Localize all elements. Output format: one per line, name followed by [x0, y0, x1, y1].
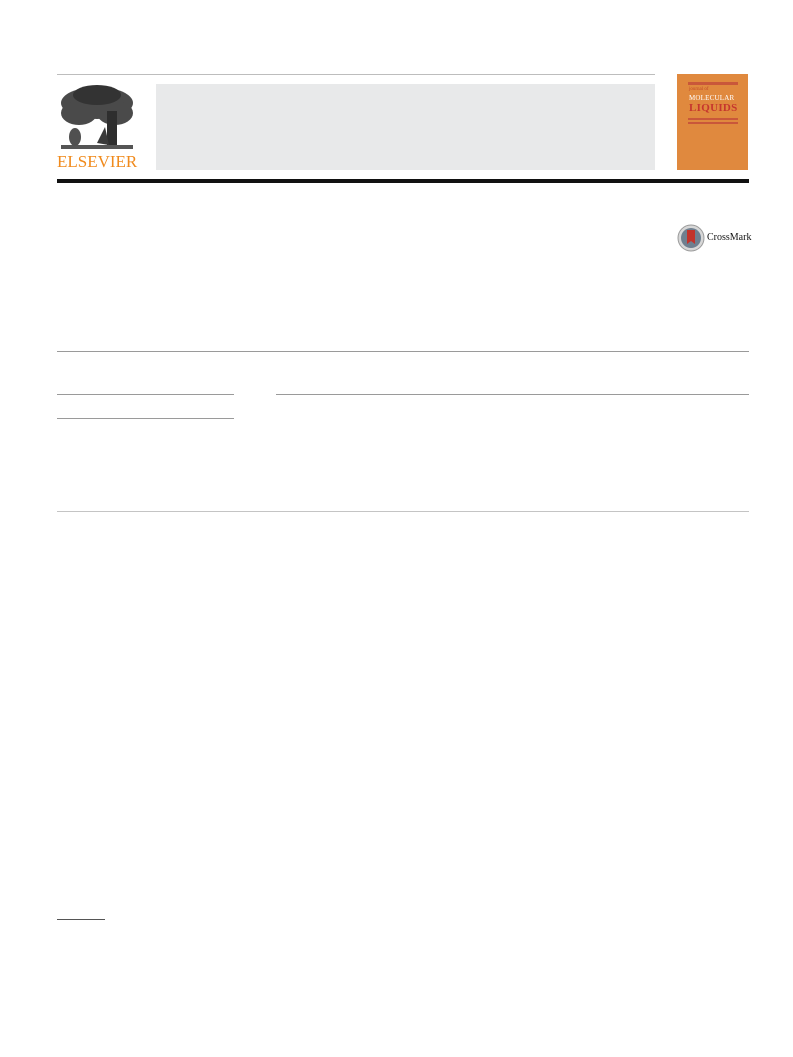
- crossmark-label: CrossMark: [707, 232, 752, 243]
- journal-cover-thumbnail[interactable]: [677, 74, 748, 170]
- cover-stripe: [688, 118, 738, 120]
- cover-stripe: [688, 122, 738, 124]
- footnote-rule: [57, 919, 105, 920]
- crossmark-icon: [677, 224, 705, 252]
- cover-title-liquids: LIQUIDS: [689, 102, 738, 114]
- cover-title-molecular: MOLECULAR: [689, 94, 735, 102]
- header-top-rule: [57, 74, 655, 75]
- journal-header-banner: [156, 84, 655, 170]
- elsevier-wordmark[interactable]: ELSEVIER: [57, 152, 138, 171]
- cover-stripe: [688, 82, 738, 85]
- article-info-top-rule: [57, 351, 749, 352]
- abstract-heading-rule: [276, 394, 749, 395]
- article-info-heading-rule: [57, 394, 234, 395]
- abstract-bottom-rule: [57, 511, 749, 512]
- keywords-heading-rule: [57, 418, 234, 419]
- header-thick-rule: [57, 179, 749, 183]
- elsevier-tree-icon: [57, 83, 137, 153]
- crossmark-badge[interactable]: [677, 224, 753, 252]
- cover-journal-of: journal of: [689, 87, 709, 92]
